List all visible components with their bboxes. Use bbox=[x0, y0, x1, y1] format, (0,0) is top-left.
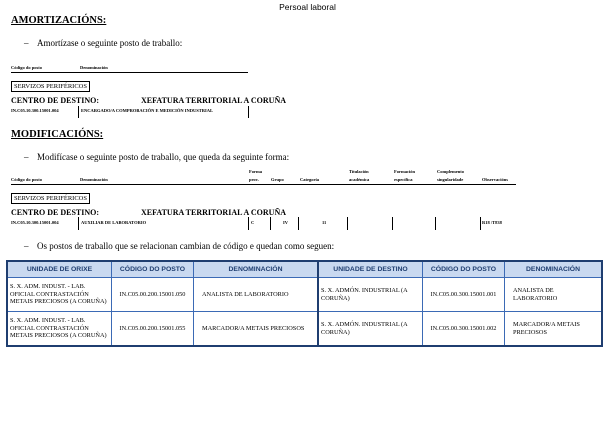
mod-col-prov: prov. bbox=[249, 177, 259, 182]
amort-col-codigo: Código do posto bbox=[11, 65, 43, 70]
cell-origin-code: IN.C05.00.200.15001.050 bbox=[112, 278, 194, 312]
mod-col-observacions: Observacións bbox=[482, 177, 509, 182]
mod-row-denomination: AUXILIAR DE LABORATORIO bbox=[81, 220, 147, 225]
mod-row-divider-8 bbox=[480, 217, 481, 230]
mod-centro-value: XEFATURA TERRITORIAL A CORUÑA bbox=[141, 208, 286, 217]
amort-row-divider-end bbox=[248, 106, 249, 118]
th-codigo-destino: CÓDIGO DO POSTO bbox=[423, 261, 505, 278]
mod-row-divider-4 bbox=[298, 217, 299, 230]
mod-col-categoria: Categoría bbox=[300, 177, 319, 182]
recodification-table bbox=[6, 260, 603, 347]
th-codigo-orixe: CÓDIGO DO POSTO bbox=[112, 261, 194, 278]
mod-col-complemento-2: singularidade bbox=[437, 177, 464, 182]
amort-col-denominacion: Denominación bbox=[80, 65, 108, 70]
mod-col-titulacion-1: Titulación bbox=[349, 169, 369, 174]
mod-col-codigo: Código do posto bbox=[11, 177, 43, 182]
modificacions-title: MODIFICACIÓNS: bbox=[11, 129, 104, 140]
mod-row-divider-3 bbox=[270, 217, 271, 230]
th-unidade-orixe: UNIDADE DE ORIXE bbox=[7, 261, 112, 278]
cell-origin-code: IN.C05.00.200.15001.055 bbox=[112, 312, 194, 347]
table-header-row bbox=[7, 261, 602, 278]
table-row bbox=[7, 278, 602, 312]
amortizacions-text: Amortízase o seguinte posto de traballo: bbox=[37, 38, 183, 48]
mod-row-code: IN.C05.10.300.15001.004 bbox=[11, 220, 59, 225]
mod-col-titulacion-2: académica bbox=[349, 177, 370, 182]
page-header: Persoal laboral bbox=[279, 2, 336, 12]
mod-col-formacion-1: Formación bbox=[394, 169, 415, 174]
amort-row-divider bbox=[78, 106, 79, 118]
cell-dest-name: ANALISTA DE LABORATORIO bbox=[505, 278, 603, 312]
cell-origin-name: MARCADOR/A METAIS PRECIOSOS bbox=[194, 312, 319, 347]
mod-row-observacions: R18 /T838 bbox=[482, 220, 502, 225]
cell-dest-code: IN.C05.00.300.15001.001 bbox=[423, 278, 505, 312]
mod-row-grupo: IV bbox=[283, 220, 289, 225]
mod-col-forma: Forma bbox=[249, 169, 262, 174]
amort-row-denomination: ENCARGADO/A COMPROBACIÓN E MEDICIÓN INDUSTRIAL bbox=[81, 108, 214, 113]
amortizacions-title: AMORTIZACIÓNS: bbox=[11, 15, 107, 26]
th-denominacion-destino: DENOMINACIÓN bbox=[505, 261, 603, 278]
cell-origin-name: ANALISTA DE LABORATORIO bbox=[194, 278, 319, 312]
cell-origin-unit: S. X. ADM. INDUST. - LAB. OFICIAL CONTRASTACIÓN METAIS PRECIOSOS (A CORUÑA) bbox=[7, 312, 112, 347]
mod-row-divider-2 bbox=[248, 217, 249, 230]
recod-text: Os postos de traballo que se relacionan cambian de código e quedan como seguen: bbox=[37, 241, 335, 251]
cell-origin-unit: S. X. ADM. INDUST. - LAB. OFICIAL CONTRASTACIÓN METAIS PRECIOSOS (A CORUÑA) bbox=[7, 278, 112, 312]
mod-row-divider-6 bbox=[392, 217, 393, 230]
mod-row-divider-7 bbox=[435, 217, 436, 230]
mod-row-categoria: 11 bbox=[322, 220, 327, 225]
mod-centro-label: CENTRO DE DESTINO: bbox=[11, 208, 100, 217]
mod-col-complemento-1: Complemento bbox=[437, 169, 464, 174]
amort-servizos-box: SERVIZOS PERIFÉRICOS bbox=[11, 81, 90, 92]
mod-header-rule bbox=[11, 184, 516, 185]
modificacions-text: Modifícase o seguinte posto de traballo, que queda da seguinte forma: bbox=[37, 152, 290, 162]
cell-dest-unit: S. X. ADMÓN. INDUSTRIAL (A CORUÑA) bbox=[318, 278, 423, 312]
cell-dest-name: MARCADOR/A METAIS PRECIOSOS bbox=[505, 312, 603, 347]
amort-centro-label: CENTRO DE DESTINO: bbox=[11, 96, 100, 105]
mod-row-divider-5 bbox=[347, 217, 348, 230]
table-row bbox=[7, 312, 602, 347]
mod-row-divider-1 bbox=[78, 217, 79, 230]
amortizacions-bullet: – bbox=[24, 38, 29, 48]
mod-col-denominacion: Denominación bbox=[80, 177, 108, 182]
mod-col-grupo: Grupo bbox=[271, 177, 284, 182]
mod-row-forma: C bbox=[251, 220, 255, 225]
recod-bullet: – bbox=[24, 241, 29, 251]
cell-dest-unit: S. X. ADMÓN. INDUSTRIAL (A CORUÑA) bbox=[318, 312, 423, 347]
mod-servizos-box: SERVIZOS PERIFÉRICOS bbox=[11, 193, 90, 204]
th-unidade-destino: UNIDADE DE DESTINO bbox=[318, 261, 423, 278]
cell-dest-code: IN.C05.00.300.15001.002 bbox=[423, 312, 505, 347]
amort-row-code: IN.C05.10.300.15001.004 bbox=[11, 108, 59, 113]
th-denominacion-orixe: DENOMINACIÓN bbox=[194, 261, 319, 278]
mod-col-formacion-2: específica bbox=[394, 177, 413, 182]
amort-centro-value: XEFATURA TERRITORIAL A CORUÑA bbox=[141, 96, 286, 105]
modificacions-bullet: – bbox=[24, 152, 29, 162]
amort-header-rule bbox=[11, 72, 248, 73]
